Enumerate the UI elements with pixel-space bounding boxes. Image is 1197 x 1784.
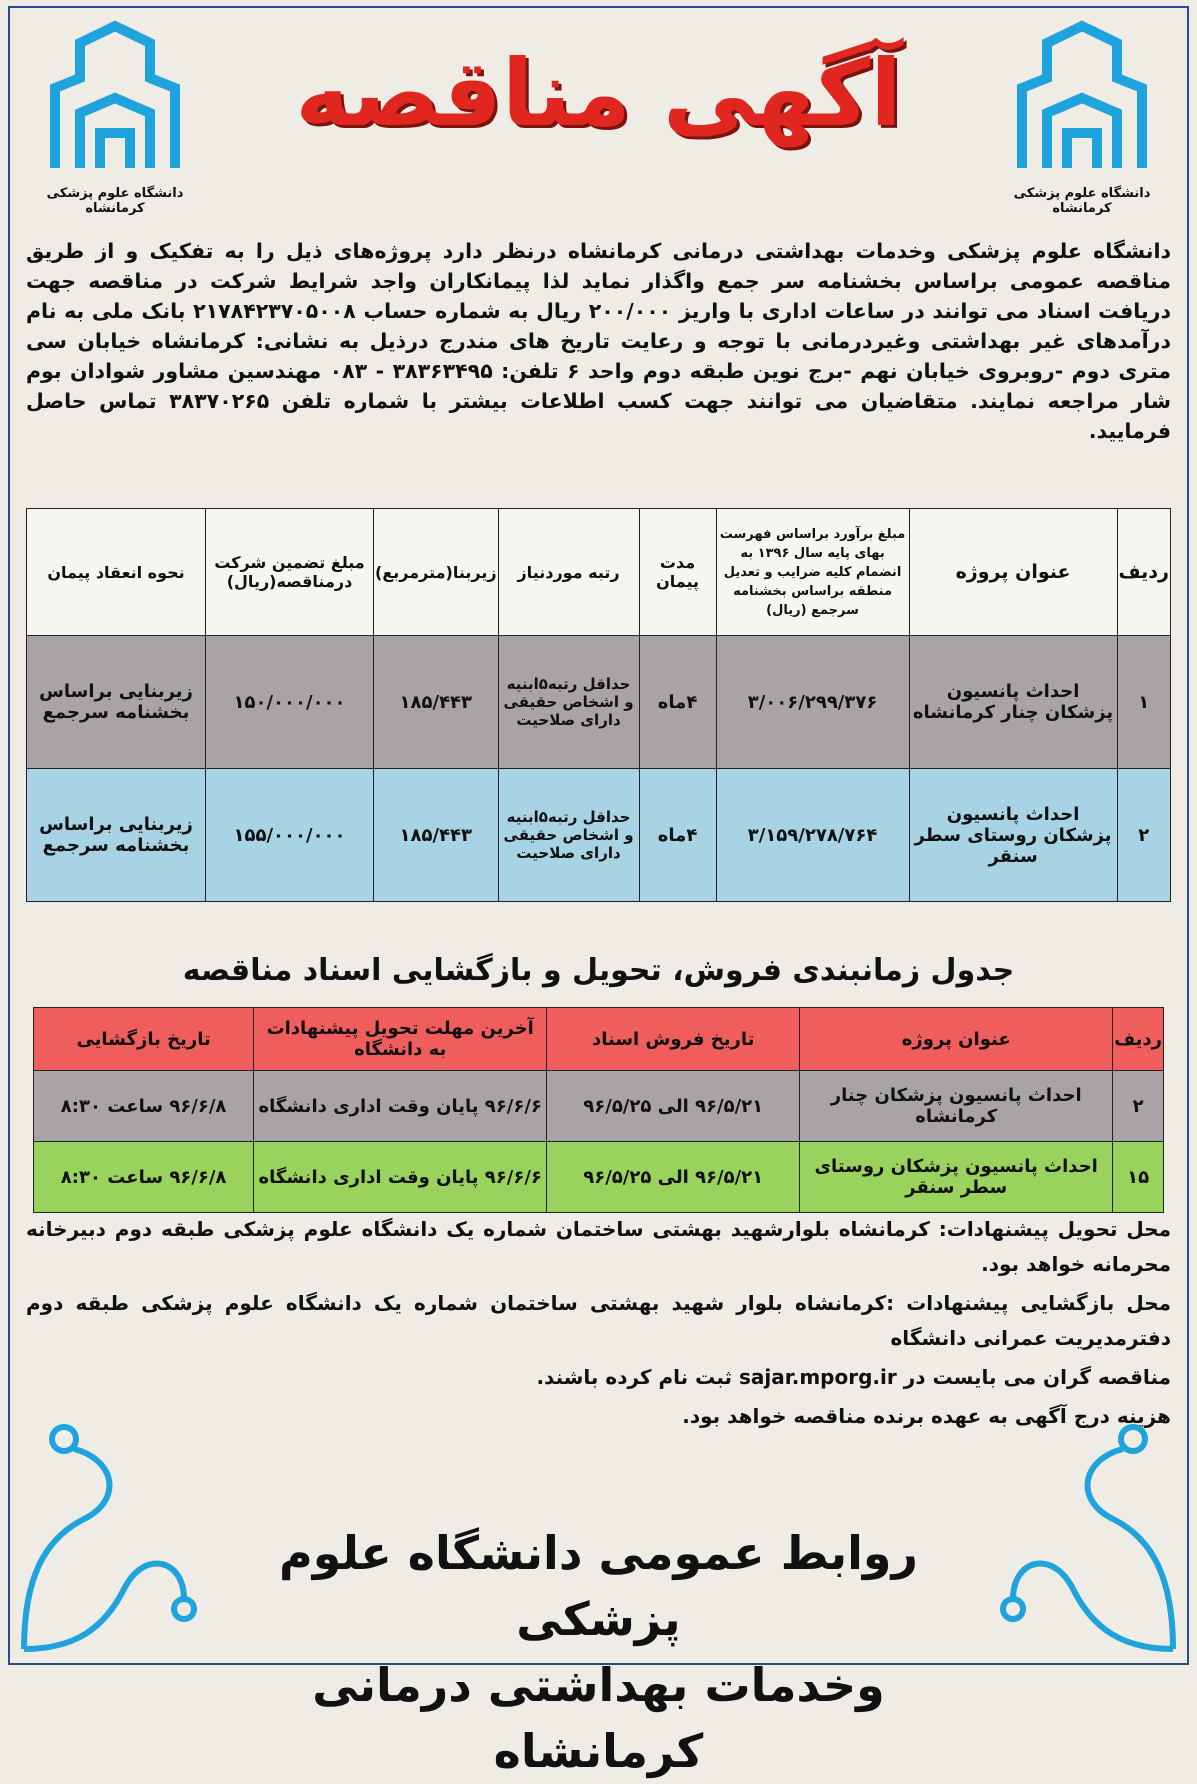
cell-grade: حداقل رتبه۵ابنیه و اشخاص حقیقی دارای صلاحیت [498, 769, 639, 902]
cell-area: ۱۸۵/۴۴۳ [374, 636, 499, 769]
intro-paragraph: دانشگاه علوم پزشکی وخدمات بهداشتی درمانی کرمانشاه درنظر دارد پروژه‌های ذیل را به تفکیک و از طریق مناقصه عمومی براساس بخشنامه سر جمع واگذار نماید لذا پیمانکاران واجد شرایط شرکت در مناقصه جهت دریافت اسناد می توانند در ساعات اداری با واریز ۲۰۰/۰۰۰ ریال به شماره حساب ۲۱۷۸۴۲۳۷۰۵۰۰۸ بانک ملی به نام درآمدهای غیر بهداشتی وغیردرمانی با توجه و رعایت تاریخ های مندرج درذیل به نشانی: کرمانشاه خیابان سی متری دوم -روبروی خیابان نهم -برج نوین طبقه دوم واحد ۶ تلفن: ۳۸۳۶۳۴۹۵ - ۰۸۳ مهندسین مشاور شوادان بوم شار مراجعه نمایند. متقاضیان می توانند جهت کسب اطلاعات بیشتر با شماره تلفن ۳۸۳۷۰۲۶۵ تماس حاصل فرمایید. [26, 239, 1172, 443]
footer-signature [240, 1520, 957, 1784]
university-emblem-icon [1007, 18, 1157, 178]
cell-estimate: ۳/۱۵۹/۲۷۸/۷۶۴ [716, 769, 909, 902]
cell-project-title: احداث پانسیون پزشکان چنار کرمانشاه [909, 636, 1117, 769]
header-contract: نحوه انعقاد پیمان [27, 509, 206, 636]
cell-area: ۱۸۵/۴۴۳ [374, 769, 499, 902]
table-row [34, 1071, 1164, 1142]
cell-estimate: ۳/۰۰۶/۲۹۹/۳۷۶ [716, 636, 909, 769]
header-project-title: عنوان پروژه [909, 509, 1117, 636]
ad-cost-note: هزینه درج آگهی به عهده برنده مناقصه خواهد بود. [682, 1404, 1171, 1428]
table-header-row [34, 1008, 1164, 1071]
cell-deadline: ۹۶/۶/۶ پایان وقت اداری دانشگاه [254, 1142, 547, 1213]
opening-location: محل بازگشایی پیشنهادات :کرمانشاه بلوار شهید بهشتی ساختمان شماره یک دانشگاه علوم پزشکی طبقه دوم دفترمدیریت عمرانی دانشگاه [26, 1291, 1171, 1350]
ornament-left-icon [14, 1379, 224, 1659]
cell-duration: ۴ماه [639, 636, 716, 769]
table-header-row [27, 509, 1171, 636]
cell-sale-date: ۹۶/۵/۲۱ الی ۹۶/۵/۲۵ [547, 1142, 800, 1213]
header-project-title: عنوان پروژه [800, 1008, 1113, 1071]
cell-deadline: ۹۶/۶/۶ پایان وقت اداری دانشگاه [254, 1071, 547, 1142]
header-row-number: ردیف [1117, 509, 1170, 636]
header-grade: رتبه موردنیاز [498, 509, 639, 636]
cell-contract: زیربنایی براساس بخشنامه سرجمع [27, 769, 206, 902]
cell-project-title: احداث پانسیون پزشکان چنار کرمانشاه [800, 1071, 1113, 1142]
schedule-table [33, 1007, 1164, 1213]
cell-grade: حداقل رتبه۵ابنیه و اشخاص حقیقی دارای صلاحیت [498, 636, 639, 769]
cell-opening-date: ۹۶/۶/۸ ساعت ۸:۳۰ [34, 1142, 254, 1213]
cell-row-number: ۲ [1113, 1071, 1164, 1142]
logo-caption: دانشگاه علوم پزشکی کرمانشاه [46, 186, 184, 216]
cell-sale-date: ۹۶/۵/۲۱ الی ۹۶/۵/۲۵ [547, 1071, 800, 1142]
footer-line-2: وخدمات بهداشتی درمانی کرمانشاه [312, 1658, 885, 1778]
header-estimate: مبلغ برآورد براساس فهرست بهای پایه سال ۱۳۹۶ به انضمام کلیه ضرایب و تعدیل منطقه براساس بخشنامه سرجمع (ریال) [716, 509, 909, 636]
header-duration: مدت پیمان [639, 509, 716, 636]
header-area: زیربنا(مترمربع) [374, 509, 499, 636]
registration-text-pre: مناقصه گران می بایست در [903, 1365, 1171, 1389]
footer-line-1: روابط عمومی دانشگاه علوم پزشکی [279, 1526, 918, 1646]
schedule-title: جدول زمانبندی فروش، تحویل و بازگشایی اسناد مناقصه [182, 953, 1015, 988]
cell-project-title: احداث پانسیون پزشکان روستای سطر سنقر [909, 769, 1117, 902]
header-opening-date: تاریخ بازگشایی [34, 1008, 254, 1071]
cell-guarantee: ۱۵۵/۰۰۰/۰۰۰ [206, 769, 374, 902]
cell-row-number: ۲ [1117, 769, 1170, 902]
university-logo-right [997, 18, 1167, 218]
header-row-number: ردیف [1113, 1008, 1164, 1071]
delivery-location: محل تحویل پیشنهادات: کرمانشاه بلوارشهید بهشتی ساختمان شماره یک دانشگاه علوم پزشکی طبقه دوم دبیرخانه محرمانه خواهد بود. [26, 1217, 1171, 1276]
cell-row-number: ۱ [1117, 636, 1170, 769]
registration-site-link[interactable]: sajar.mporg.ir [738, 1365, 897, 1389]
university-emblem-icon [40, 18, 190, 178]
header-deadline: آخرین مهلت تحویل پیشنهادات به دانشگاه [254, 1008, 547, 1071]
table-row [27, 769, 1171, 902]
logo-caption: دانشگاه علوم پزشکی کرمانشاه [1013, 186, 1151, 216]
cell-guarantee: ۱۵۰/۰۰۰/۰۰۰ [206, 636, 374, 769]
cell-duration: ۴ماه [639, 769, 716, 902]
ornament-right-icon [973, 1379, 1183, 1659]
cell-row-number: ۱۵ [1113, 1142, 1164, 1213]
cell-opening-date: ۹۶/۶/۸ ساعت ۸:۳۰ [34, 1071, 254, 1142]
table-row [34, 1142, 1164, 1213]
registration-text-post: ثبت نام کرده باشند. [536, 1365, 732, 1389]
projects-table [26, 508, 1171, 902]
table-row [27, 636, 1171, 769]
cell-project-title: احداث پانسیون پزشکان روستای سطر سنقر [800, 1142, 1113, 1213]
header-guarantee: مبلغ تضمین شرکت درمناقصه(ریال) [206, 509, 374, 636]
header-sale-date: تاریخ فروش اسناد [547, 1008, 800, 1071]
cell-contract: زیربنایی براساس بخشنامه سرجمع [27, 636, 206, 769]
page-title: آگهی مناقصه [295, 40, 902, 147]
university-logo-left [30, 18, 200, 218]
